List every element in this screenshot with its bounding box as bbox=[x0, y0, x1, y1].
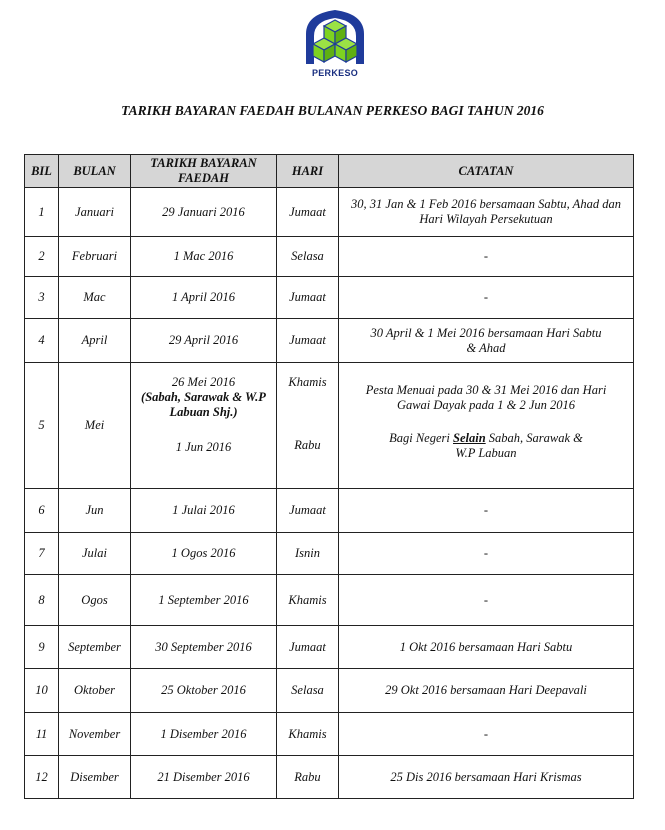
table-row bbox=[25, 319, 634, 363]
cell-bulan: Mac bbox=[59, 277, 131, 319]
header-bil: BIL bbox=[25, 155, 59, 188]
table-row bbox=[25, 713, 634, 756]
cell-catatan: 1 Okt 2016 bersamaan Hari Sabtu bbox=[339, 626, 634, 669]
cell-bulan: Februari bbox=[59, 237, 131, 277]
catatan-line bbox=[343, 431, 629, 446]
payment-schedule-table bbox=[24, 154, 634, 799]
cell-bulan: Januari bbox=[59, 188, 131, 237]
logo-text: PERKESO bbox=[311, 68, 359, 78]
cell-catatan: 29 Okt 2016 bersamaan Hari Deepavali bbox=[339, 669, 634, 713]
cell-tarikh: 29 April 2016 bbox=[131, 319, 277, 363]
cell-hari: Jumaat bbox=[277, 489, 339, 533]
catatan-line: Gawai Dayak pada 1 & 2 Jun 2016 bbox=[396, 398, 576, 412]
cell-bulan: Ogos bbox=[59, 575, 131, 626]
cell-hari: Khamis bbox=[277, 713, 339, 756]
cell-hari: Isnin bbox=[277, 533, 339, 575]
table-row bbox=[25, 277, 634, 319]
cell-catatan: - bbox=[339, 237, 634, 277]
hari-a: Khamis bbox=[288, 375, 327, 389]
catatan-line: & Ahad bbox=[466, 340, 506, 355]
cell-tarikh: 29 Januari 2016 bbox=[131, 188, 277, 237]
cell-bulan: Jun bbox=[59, 489, 131, 533]
cell-hari: Jumaat bbox=[277, 277, 339, 319]
catatan-line: Pesta Menuai pada 30 & 31 Mei 2016 dan Hari bbox=[365, 383, 607, 397]
cell-bil: 7 bbox=[25, 533, 59, 575]
tarikh-a: 26 Mei 2016 bbox=[171, 375, 236, 389]
cell-catatan bbox=[339, 319, 634, 363]
cell-bulan: Julai bbox=[59, 533, 131, 575]
header-hari: HARI bbox=[277, 155, 339, 188]
cell-tarikh: 1 Disember 2016 bbox=[131, 713, 277, 756]
cell-bulan: November bbox=[59, 713, 131, 756]
catatan-text: Sabah, Sarawak & bbox=[485, 431, 583, 445]
cell-bulan: Mei bbox=[59, 363, 131, 489]
catatan-line: Hari Wilayah Persekutuan bbox=[419, 212, 553, 226]
cell-catatan: - bbox=[339, 277, 634, 319]
cell-catatan: - bbox=[339, 533, 634, 575]
cell-hari: Jumaat bbox=[277, 319, 339, 363]
cell-hari: Selasa bbox=[277, 237, 339, 277]
cell-tarikh bbox=[131, 363, 277, 489]
cell-bil: 9 bbox=[25, 626, 59, 669]
catatan-emphasis: Selain bbox=[453, 431, 486, 445]
table-row bbox=[25, 756, 634, 799]
tarikh-a-note: Labuan Shj.) bbox=[169, 405, 238, 419]
cell-tarikh: 1 Ogos 2016 bbox=[131, 533, 277, 575]
cell-catatan: - bbox=[339, 575, 634, 626]
cell-hari: Selasa bbox=[277, 669, 339, 713]
hari-b: Rabu bbox=[294, 438, 321, 452]
cell-tarikh: 1 April 2016 bbox=[131, 277, 277, 319]
header-tarikh-line2: FAEDAH bbox=[178, 171, 229, 185]
cell-hari: Khamis bbox=[277, 575, 339, 626]
cell-bil: 12 bbox=[25, 756, 59, 799]
catatan-line: W.P Labuan bbox=[455, 446, 517, 460]
cell-bil: 2 bbox=[25, 237, 59, 277]
cell-tarikh: 21 Disember 2016 bbox=[131, 756, 277, 799]
cell-hari: Jumaat bbox=[277, 188, 339, 237]
header-tarikh-line1: TARIKH BAYARAN bbox=[150, 156, 257, 170]
table-header-row bbox=[25, 155, 634, 188]
cell-bulan: September bbox=[59, 626, 131, 669]
catatan-text: Bagi Negeri bbox=[389, 431, 453, 445]
tarikh-b: 1 Jun 2016 bbox=[175, 440, 232, 454]
cell-bil: 1 bbox=[25, 188, 59, 237]
cell-bil: 11 bbox=[25, 713, 59, 756]
header-tarikh bbox=[131, 155, 277, 188]
catatan-line: 30, 31 Jan & 1 Feb 2016 bersamaan Sabtu, Ahad dan bbox=[351, 197, 621, 211]
cell-catatan: - bbox=[339, 713, 634, 756]
table-row bbox=[25, 533, 634, 575]
cell-catatan bbox=[339, 363, 634, 489]
cell-catatan bbox=[339, 188, 634, 237]
table-row bbox=[25, 669, 634, 713]
cell-tarikh: 1 Mac 2016 bbox=[131, 237, 277, 277]
cell-catatan: - bbox=[339, 489, 634, 533]
cell-catatan: 25 Dis 2016 bersamaan Hari Krismas bbox=[339, 756, 634, 799]
cell-bil: 3 bbox=[25, 277, 59, 319]
table-row bbox=[25, 489, 634, 533]
cell-bil: 5 bbox=[25, 363, 59, 489]
cell-bil: 4 bbox=[25, 319, 59, 363]
cell-bulan: April bbox=[59, 319, 131, 363]
cell-bil: 8 bbox=[25, 575, 59, 626]
cell-bulan: Oktober bbox=[59, 669, 131, 713]
cell-hari: Jumaat bbox=[277, 626, 339, 669]
cell-tarikh: 1 Julai 2016 bbox=[131, 489, 277, 533]
header-bulan: BULAN bbox=[59, 155, 131, 188]
cell-tarikh: 1 September 2016 bbox=[131, 575, 277, 626]
cell-hari bbox=[277, 363, 339, 489]
table-row bbox=[25, 575, 634, 626]
cell-bil: 10 bbox=[25, 669, 59, 713]
cell-bil: 6 bbox=[25, 489, 59, 533]
cell-tarikh: 25 Oktober 2016 bbox=[131, 669, 277, 713]
document-title: TARIKH BAYARAN FAEDAH BULANAN PERKESO BAGI TAHUN 2016 bbox=[121, 103, 544, 118]
table-row bbox=[25, 626, 634, 669]
cell-bulan: Disember bbox=[59, 756, 131, 799]
cell-tarikh: 30 September 2016 bbox=[131, 626, 277, 669]
header-catatan: CATATAN bbox=[339, 155, 634, 188]
tarikh-a-note: (Sabah, Sarawak & W.P bbox=[141, 390, 266, 404]
table-row bbox=[25, 363, 634, 489]
table-row bbox=[25, 188, 634, 237]
cell-hari: Rabu bbox=[277, 756, 339, 799]
table-row bbox=[25, 237, 634, 277]
catatan-line: 30 April & 1 Mei 2016 bersamaan Hari Sabtu bbox=[370, 325, 602, 340]
